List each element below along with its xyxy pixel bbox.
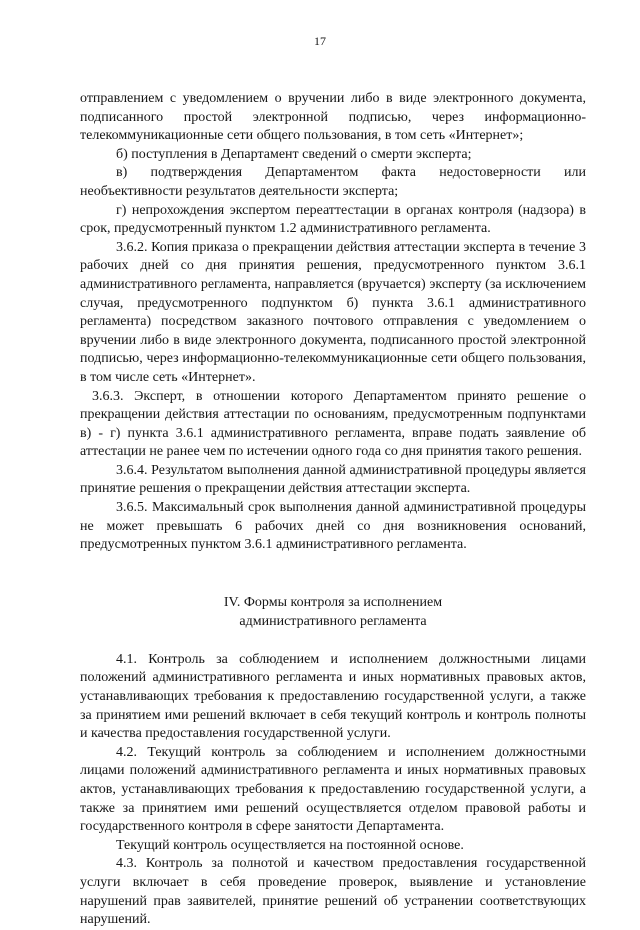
paragraph-item-v: в) подтверждения Департаментом факта недостоверности или необъективности результатов деятельности эксперта; <box>80 165 586 199</box>
section-heading <box>80 593 586 631</box>
paragraph-4-1: 4.1. Контроль за соблюдением и исполнением должностными лицами положений административного регламента и иных нормативных правовых актов, устанавливающих требования к предоставлению государственной услуги, а также за принятием ими решений включает в себя текущий контроль и контроль полноты и качества предоставления государственной услуги. <box>80 651 586 742</box>
paragraph-continuation: отправлением с уведомлением о вручении либо в виде электронного документа, подписанного простой электронной подписью, через информационно-телекоммуникационные сети общего пользования, в том сеть «Интернет»; <box>80 91 586 144</box>
paragraph-3-6-3: 3.6.3. Эксперт, в отношении которого Департаментом принято решение о прекращении действия аттестации по основаниям, предусмотренным подпунктами в) - г) пункта 3.6.1 административного регламента, вправе подать заявление об аттестации не ранее чем по истечении одного года со дня принятия такого решения. <box>80 388 586 460</box>
paragraph-4-2: 4.2. Текущий контроль за соблюдением и исполнением должностными лицами положений административного регламента и иных нормативных правовых актов, устанавливающих требования к предоставлению государственной услуги, а также за принятием ими решений осуществляется отделом правовой работы и государственного контроля в сфере занятости Департамента. <box>80 744 586 835</box>
page-body <box>80 90 586 930</box>
section-heading-line-1: IV. Формы контроля за исполнением <box>223 594 443 610</box>
paragraph-3-6-4: 3.6.4. Результатом выполнения данной административной процедуры является принятие решения о прекращении действия аттестации эксперта. <box>80 462 586 497</box>
paragraph-4-3: 4.3. Контроль за полнотой и качеством предоставления государственной услуги включает в себя проведение проверок, выявление и установление нарушений прав заявителей, принятие решений об устранении соответствующих нарушений. <box>80 856 586 928</box>
paragraph-item-g: г) непрохождения экспертом переаттестации в органах контроля (надзора) в срок, предусмотренный пунктом 1.2 административного регламента. <box>80 202 586 237</box>
section-heading-line-2: административного регламента <box>239 613 427 629</box>
paragraph-3-6-5: 3.6.5. Максимальный срок выполнения данной административной процедуры не может превышать 6 рабочих дней со дня возникновения оснований, предусмотренных пунктом 3.6.1 административного регламента. <box>80 500 586 553</box>
page-number: 17 <box>314 34 326 48</box>
paragraph-item-b: б) поступления в Департамент сведений о смерти эксперта; <box>116 146 472 162</box>
paragraph-current-control: Текущий контроль осуществляется на постоянной основе. <box>116 837 464 853</box>
paragraph-3-6-2: 3.6.2. Копия приказа о прекращении действия аттестации эксперта в течение 3 рабочих дней со дня принятия решения, предусмотренного пунктом 3.6.1 административного регламента, направляется (вручается) эксперту (за исключением случая, предусмотренного подпунктом б) пункта 3.6.1 административного регламента) посредством заказного почтового отправления с уведомлением о вручении либо в виде электронного документа, подписанного простой электронной подписью, через информационно-телекоммуникационные сети общего пользования, в том числе сеть «Интернет». <box>80 239 586 385</box>
